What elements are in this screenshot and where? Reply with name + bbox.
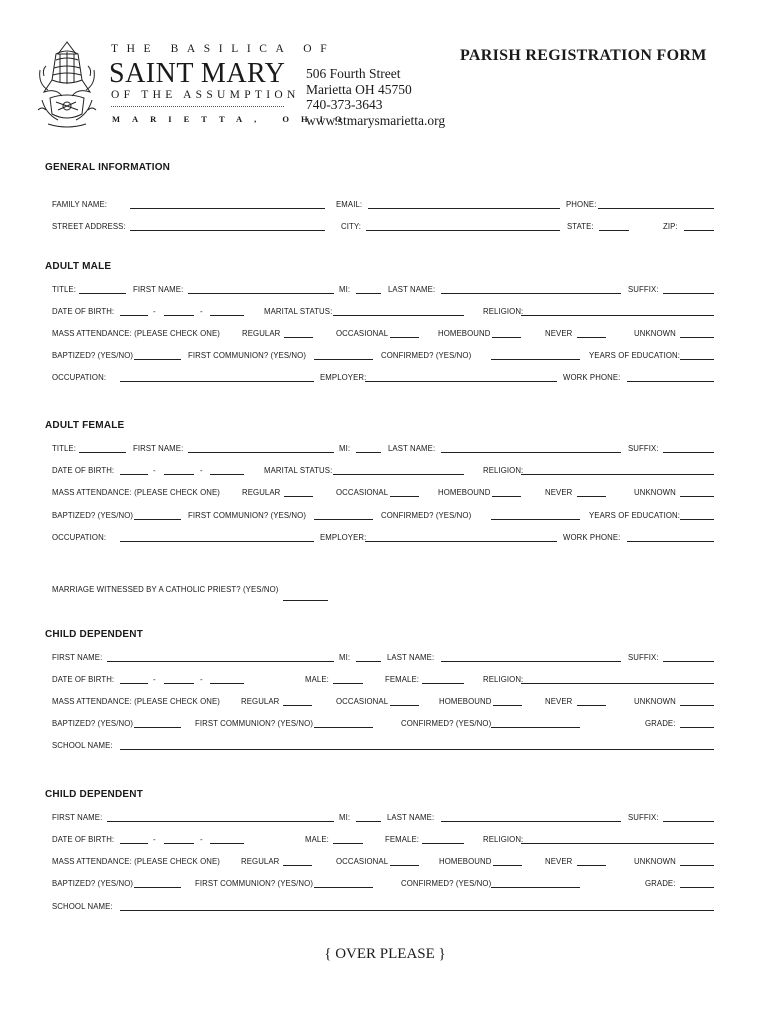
child1-unknown-label: UNKNOWN xyxy=(634,697,676,706)
female-occupation-label: OCCUPATION: xyxy=(52,533,107,542)
child2-religion-field[interactable] xyxy=(521,843,714,844)
male-suffix-field[interactable] xyxy=(663,293,714,294)
basilica-line1: THE BASILICA OF xyxy=(111,43,336,55)
female-dob-dash2: - xyxy=(200,466,203,475)
child1-communion-label: FIRST COMMUNION? (YES/NO) xyxy=(195,719,314,728)
child2-unknown-check[interactable] xyxy=(680,865,714,866)
child2-never-label: NEVER xyxy=(545,857,573,866)
child2-confirmed-label: CONFIRMED? (YES/NO) xyxy=(401,879,492,888)
child2-occasional-check[interactable] xyxy=(390,865,419,866)
female-dob-label: DATE OF BIRTH: xyxy=(52,466,115,475)
male-education-field[interactable] xyxy=(680,359,714,360)
crest-icon xyxy=(36,40,98,130)
male-unknown-check[interactable] xyxy=(680,337,714,338)
female-religion-field[interactable] xyxy=(521,474,714,475)
child2-dob-label: DATE OF BIRTH: xyxy=(52,835,115,844)
female-first-name-label: FIRST NAME: xyxy=(133,444,184,453)
child1-mi-label: MI: xyxy=(339,653,351,662)
male-work-phone-field[interactable] xyxy=(627,381,714,382)
male-work-phone-label: WORK PHONE: xyxy=(563,373,621,382)
female-dob-month[interactable] xyxy=(120,474,148,475)
child1-grade-label: GRADE: xyxy=(645,719,676,728)
child1-last-name-field[interactable] xyxy=(441,661,621,662)
male-mi-label: MI: xyxy=(339,285,351,294)
male-never-check[interactable] xyxy=(577,337,606,338)
female-mass-label: MASS ATTENDANCE: (PLEASE CHECK ONE) xyxy=(52,488,220,497)
state-label: STATE: xyxy=(567,222,594,231)
city-field[interactable] xyxy=(366,230,560,231)
child1-regular-label: REGULAR xyxy=(241,697,280,706)
child1-suffix-field[interactable] xyxy=(663,661,714,662)
female-first-name-field[interactable] xyxy=(188,452,334,453)
male-mi-field[interactable] xyxy=(356,293,381,294)
male-baptized-label: BAPTIZED? (YES/NO) xyxy=(52,351,134,360)
city-label: CITY: xyxy=(341,222,361,231)
family-name-field[interactable] xyxy=(130,208,325,209)
child1-confirmed-label: CONFIRMED? (YES/NO) xyxy=(401,719,492,728)
female-baptized-label: BAPTIZED? (YES/NO) xyxy=(52,511,134,520)
child2-unknown-label: UNKNOWN xyxy=(634,857,676,866)
address-phone: 740-373-3643 xyxy=(306,97,383,112)
child2-dob-year[interactable] xyxy=(210,843,244,844)
child2-grade-label: GRADE: xyxy=(645,879,676,888)
female-dob-dash1: - xyxy=(153,466,156,475)
child1-dob-dash1: - xyxy=(153,675,156,684)
child2-confirmed-field[interactable] xyxy=(491,887,580,888)
female-unknown-label: UNKNOWN xyxy=(634,488,676,497)
street-address-label: STREET ADDRESS: xyxy=(52,222,126,231)
female-mi-field[interactable] xyxy=(356,452,381,453)
male-last-name-field[interactable] xyxy=(441,293,621,294)
header-rule xyxy=(111,106,284,107)
male-religion-label: RELIGION: xyxy=(483,307,524,316)
child1-religion-label: RELIGION: xyxy=(483,675,524,684)
over-please-footer: { OVER PLEASE } xyxy=(324,946,446,962)
female-regular-check[interactable] xyxy=(284,496,313,497)
male-education-label: YEARS OF EDUCATION: xyxy=(589,351,680,360)
female-occasional-check[interactable] xyxy=(390,496,419,497)
male-dob-dash1: - xyxy=(153,307,156,316)
male-first-name-label: FIRST NAME: xyxy=(133,285,184,294)
male-dob-dash2: - xyxy=(200,307,203,316)
child2-school-label: SCHOOL NAME: xyxy=(52,902,113,911)
child1-communion-field[interactable] xyxy=(314,727,373,728)
male-occupation-label: OCCUPATION: xyxy=(52,373,107,382)
child2-mi-label: MI: xyxy=(339,813,351,822)
child1-school-label: SCHOOL NAME: xyxy=(52,741,113,750)
child1-mi-field[interactable] xyxy=(356,661,381,662)
male-marital-label: MARITAL STATUS: xyxy=(264,307,333,316)
child1-female-label: FEMALE: xyxy=(385,675,420,684)
male-employer-field[interactable] xyxy=(365,381,557,382)
male-dob-day[interactable] xyxy=(164,315,194,316)
male-communion-field[interactable] xyxy=(314,359,373,360)
male-last-name-label: LAST NAME: xyxy=(388,285,436,294)
child1-grade-field[interactable] xyxy=(680,727,714,728)
male-baptized-field[interactable] xyxy=(134,359,181,360)
female-never-check[interactable] xyxy=(577,496,606,497)
female-suffix-label: SUFFIX: xyxy=(628,444,659,453)
male-dob-year[interactable] xyxy=(210,315,244,316)
female-marital-label: MARITAL STATUS: xyxy=(264,466,333,475)
child1-male-label: MALE: xyxy=(305,675,329,684)
female-education-label: YEARS OF EDUCATION: xyxy=(589,511,680,520)
child1-homebound-label: HOMEBOUND xyxy=(439,697,492,706)
child1-dob-day[interactable] xyxy=(164,683,194,684)
child1-baptized-label: BAPTIZED? (YES/NO) xyxy=(52,719,134,728)
child2-communion-field[interactable] xyxy=(314,887,373,888)
female-marital-field[interactable] xyxy=(333,474,464,475)
phone-field[interactable] xyxy=(598,208,714,209)
child1-first-name-label: FIRST NAME: xyxy=(52,653,103,662)
male-dob-month[interactable] xyxy=(120,315,148,316)
female-occasional-label: OCCASIONAL xyxy=(336,488,389,497)
child2-dob-month[interactable] xyxy=(120,843,148,844)
female-last-name-label: LAST NAME: xyxy=(388,444,436,453)
child1-dob-label: DATE OF BIRTH: xyxy=(52,675,115,684)
male-employer-label: EMPLOYER: xyxy=(320,373,367,382)
female-communion-field[interactable] xyxy=(314,519,373,520)
child1-heading: CHILD DEPENDENT xyxy=(45,629,144,640)
male-mass-label: MASS ATTENDANCE: (PLEASE CHECK ONE) xyxy=(52,329,220,338)
female-education-field[interactable] xyxy=(680,519,714,520)
child2-grade-field[interactable] xyxy=(680,887,714,888)
child1-dob-dash2: - xyxy=(200,675,203,684)
female-regular-label: REGULAR xyxy=(242,488,281,497)
marriage-witnessed-field[interactable] xyxy=(283,600,328,601)
female-confirmed-field[interactable] xyxy=(491,519,580,520)
general-info-heading: GENERAL INFORMATION xyxy=(45,162,171,173)
child1-regular-check[interactable] xyxy=(283,705,312,706)
female-unknown-check[interactable] xyxy=(680,496,714,497)
email-field[interactable] xyxy=(368,208,560,209)
child2-male-field[interactable] xyxy=(333,843,363,844)
male-communion-label: FIRST COMMUNION? (YES/NO) xyxy=(188,351,307,360)
child2-dob-dash1: - xyxy=(153,835,156,844)
male-suffix-label: SUFFIX: xyxy=(628,285,659,294)
child2-baptized-label: BAPTIZED? (YES/NO) xyxy=(52,879,134,888)
male-homebound-label: HOMEBOUND xyxy=(438,329,491,338)
male-occupation-field[interactable] xyxy=(120,381,314,382)
child1-mass-label: MASS ATTENDANCE: (PLEASE CHECK ONE) xyxy=(52,697,220,706)
female-homebound-check[interactable] xyxy=(492,496,521,497)
child1-dob-year[interactable] xyxy=(210,683,244,684)
male-unknown-label: UNKNOWN xyxy=(634,329,676,338)
child2-regular-label: REGULAR xyxy=(241,857,280,866)
family-name-label: FAMILY NAME: xyxy=(52,200,108,209)
child2-religion-label: RELIGION: xyxy=(483,835,524,844)
child1-religion-field[interactable] xyxy=(521,683,714,684)
male-never-label: NEVER xyxy=(545,329,573,338)
female-employer-field[interactable] xyxy=(365,541,557,542)
male-regular-check[interactable] xyxy=(284,337,313,338)
address-website[interactable]: www.stmarysmarietta.org xyxy=(306,112,446,128)
child1-female-field[interactable] xyxy=(422,683,464,684)
female-suffix-field[interactable] xyxy=(663,452,714,453)
state-field[interactable] xyxy=(599,230,629,231)
female-occupation-field[interactable] xyxy=(120,541,314,542)
female-homebound-label: HOMEBOUND xyxy=(438,488,491,497)
adult-male-heading: ADULT MALE xyxy=(45,261,112,272)
address-street: 506 Fourth Street xyxy=(306,66,401,81)
child2-female-label: FEMALE: xyxy=(385,835,420,844)
child1-dob-month[interactable] xyxy=(120,683,148,684)
child2-homebound-label: HOMEBOUND xyxy=(439,857,492,866)
child1-last-name-label: LAST NAME: xyxy=(387,653,435,662)
female-confirmed-label: CONFIRMED? (YES/NO) xyxy=(381,511,472,520)
female-last-name-field[interactable] xyxy=(441,452,621,453)
female-title-field[interactable] xyxy=(79,452,126,453)
male-dob-label: DATE OF BIRTH: xyxy=(52,307,115,316)
child2-first-name-label: FIRST NAME: xyxy=(52,813,103,822)
child1-occasional-label: OCCASIONAL xyxy=(336,697,389,706)
female-baptized-field[interactable] xyxy=(134,519,181,520)
male-confirmed-field[interactable] xyxy=(491,359,580,360)
female-mi-label: MI: xyxy=(339,444,351,453)
female-work-phone-label: WORK PHONE: xyxy=(563,533,621,542)
child2-dob-dash2: - xyxy=(200,835,203,844)
child2-suffix-field[interactable] xyxy=(663,821,714,822)
child2-communion-label: FIRST COMMUNION? (YES/NO) xyxy=(195,879,314,888)
female-dob-day[interactable] xyxy=(164,474,194,475)
child2-last-name-label: LAST NAME: xyxy=(387,813,435,822)
female-title-label: TITLE: xyxy=(52,444,76,453)
male-occasional-label: OCCASIONAL xyxy=(336,329,389,338)
child2-male-label: MALE: xyxy=(305,835,329,844)
child1-unknown-check[interactable] xyxy=(680,705,714,706)
female-employer-label: EMPLOYER: xyxy=(320,533,367,542)
child2-baptized-field[interactable] xyxy=(134,887,181,888)
zip-field[interactable] xyxy=(684,230,714,231)
adult-female-heading: ADULT FEMALE xyxy=(45,420,125,431)
male-title-label: TITLE: xyxy=(52,285,76,294)
male-religion-field[interactable] xyxy=(521,315,714,316)
child1-confirmed-field[interactable] xyxy=(491,727,580,728)
basilica-line3: OF THE ASSUMPTION xyxy=(111,89,300,101)
child2-mass-label: MASS ATTENDANCE: (PLEASE CHECK ONE) xyxy=(52,857,220,866)
email-label: EMAIL: xyxy=(336,200,363,209)
child1-male-field[interactable] xyxy=(333,683,363,684)
female-work-phone-field[interactable] xyxy=(627,541,714,542)
male-occasional-check[interactable] xyxy=(390,337,419,338)
marriage-witnessed-label: MARRIAGE WITNESSED BY A CATHOLIC PRIEST? (YES/NO) xyxy=(52,585,279,594)
street-address-field[interactable] xyxy=(130,230,325,231)
child2-regular-check[interactable] xyxy=(283,865,312,866)
female-never-label: NEVER xyxy=(545,488,573,497)
child1-first-name-field[interactable] xyxy=(107,661,334,662)
child1-never-check[interactable] xyxy=(577,705,606,706)
child2-never-check[interactable] xyxy=(577,865,606,866)
child2-heading: CHILD DEPENDENT xyxy=(45,789,144,800)
child2-suffix-label: SUFFIX: xyxy=(628,813,659,822)
parish-name: SAINT MARY xyxy=(109,58,286,89)
female-dob-year[interactable] xyxy=(210,474,244,475)
male-homebound-check[interactable] xyxy=(492,337,521,338)
child2-occasional-label: OCCASIONAL xyxy=(336,857,389,866)
parish-address xyxy=(306,66,445,128)
child2-female-field[interactable] xyxy=(422,843,464,844)
basilica-crest xyxy=(36,40,98,130)
male-confirmed-label: CONFIRMED? (YES/NO) xyxy=(381,351,472,360)
zip-label: ZIP: xyxy=(663,222,678,231)
basilica-location: MARIETTA, OHIO xyxy=(112,114,354,124)
male-title-field[interactable] xyxy=(79,293,126,294)
child1-school-field[interactable] xyxy=(120,749,714,750)
child2-dob-day[interactable] xyxy=(164,843,194,844)
female-religion-label: RELIGION: xyxy=(483,466,524,475)
child2-school-field[interactable] xyxy=(120,910,714,911)
child1-occasional-check[interactable] xyxy=(390,705,419,706)
child1-homebound-check[interactable] xyxy=(493,705,522,706)
child1-never-label: NEVER xyxy=(545,697,573,706)
child1-suffix-label: SUFFIX: xyxy=(628,653,659,662)
child2-last-name-field[interactable] xyxy=(441,821,621,822)
child1-baptized-field[interactable] xyxy=(134,727,181,728)
child2-mi-field[interactable] xyxy=(356,821,381,822)
female-communion-label: FIRST COMMUNION? (YES/NO) xyxy=(188,511,307,520)
child2-first-name-field[interactable] xyxy=(107,821,334,822)
phone-label: PHONE: xyxy=(566,200,597,209)
male-regular-label: REGULAR xyxy=(242,329,281,338)
child2-homebound-check[interactable] xyxy=(493,865,522,866)
male-marital-field[interactable] xyxy=(333,315,464,316)
address-city: Marietta OH 45750 xyxy=(306,81,412,97)
form-title: PARISH REGISTRATION FORM xyxy=(460,47,707,64)
male-first-name-field[interactable] xyxy=(188,293,334,294)
